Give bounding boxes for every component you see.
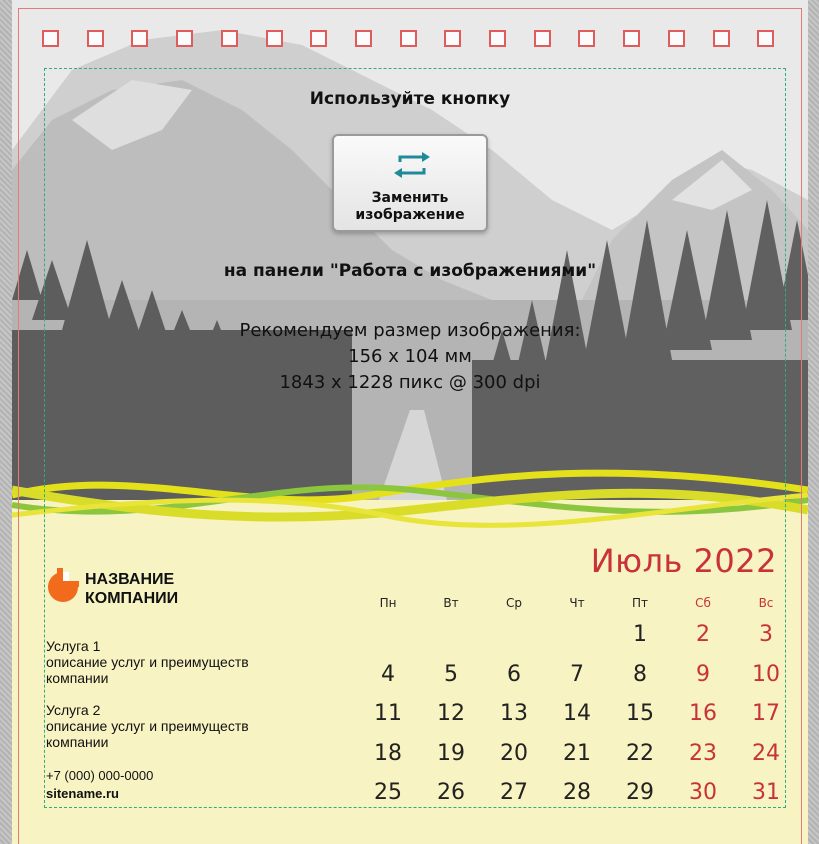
calendar-day: 28	[563, 780, 591, 805]
calendar-day: 5	[444, 661, 458, 687]
company-phone: +7 (000) 000-0000	[46, 768, 154, 783]
size-mm: 156 x 104 мм	[348, 346, 472, 367]
binding-hole	[400, 30, 417, 47]
instruction-use-button: Используйте кнопку	[309, 89, 511, 109]
company-name	[85, 570, 285, 608]
calendar-day: 18	[374, 740, 402, 766]
binding-holes	[42, 30, 782, 50]
calendar-week	[357, 735, 787, 775]
weekday-label: Пн	[379, 596, 397, 610]
service-2-desc2: компании	[46, 734, 109, 750]
binding-hole	[668, 30, 685, 47]
calendar-grid	[357, 592, 787, 814]
calendar-week	[357, 656, 787, 696]
calendar-day: 29	[626, 780, 654, 805]
calendar-day: 14	[563, 701, 591, 726]
service-1-title: Услуга 1	[46, 638, 101, 654]
replace-image-button[interactable]	[332, 134, 488, 232]
binding-hole	[355, 30, 372, 47]
binding-hole	[221, 30, 238, 47]
calendar-day: 1	[633, 622, 647, 647]
replace-image-label	[334, 190, 486, 224]
company-logo-icon	[47, 568, 79, 602]
calendar-day: 31	[752, 780, 780, 805]
binding-hole	[623, 30, 640, 47]
binding-hole	[87, 30, 104, 47]
recommend-text: Рекомендуем размер изображения:	[239, 320, 581, 341]
weekday-label: Ср	[506, 596, 522, 610]
calendar-day: 26	[437, 780, 465, 805]
month-title: Июль 2022	[590, 542, 777, 580]
binding-hole	[266, 30, 283, 47]
service-1	[46, 638, 326, 686]
replace-label-line2: изображение	[355, 207, 465, 223]
size-px: 1843 x 1228 пикс @ 300 dpi	[279, 372, 541, 393]
calendar-day: 11	[374, 701, 402, 726]
calendar-day: 9	[696, 661, 710, 687]
binding-hole	[578, 30, 595, 47]
calendar-day: 3	[759, 622, 773, 647]
weekday-header	[357, 592, 787, 616]
calendar-day: 10	[752, 661, 780, 687]
calendar-day: 24	[752, 740, 780, 766]
binding-hole	[757, 30, 774, 47]
calendar-day: 8	[633, 661, 647, 687]
refresh-arrows-icon	[392, 150, 432, 180]
calendar-day: 21	[563, 740, 591, 766]
calendar-day: 20	[500, 740, 528, 766]
binding-hole	[713, 30, 730, 47]
instruction-panel: на панели "Работа с изображениями"	[223, 261, 597, 281]
calendar-day: 2	[696, 622, 710, 647]
calendar-week	[357, 616, 787, 656]
weekday-label: Вт	[443, 596, 459, 610]
binding-hole	[131, 30, 148, 47]
calendar-day: 12	[437, 701, 465, 726]
weekday-label: Чт	[569, 596, 585, 610]
weekday-label: Вс	[758, 596, 774, 610]
binding-hole	[42, 30, 59, 47]
calendar-day: 27	[500, 780, 528, 805]
calendar-day: 7	[570, 661, 584, 687]
instruction-recommendation	[12, 318, 808, 396]
calendar-day: 15	[626, 701, 654, 726]
calendar-week	[357, 774, 787, 814]
replace-label-line1: Заменить	[371, 190, 449, 206]
weekday-label: Сб	[695, 596, 711, 610]
calendar-day: 30	[689, 780, 717, 805]
calendar-day: 19	[437, 740, 465, 766]
binding-hole	[489, 30, 506, 47]
binding-hole	[310, 30, 327, 47]
service-2-title: Услуга 2	[46, 702, 101, 718]
calendar-day: 16	[689, 701, 717, 726]
calendar-day: 13	[500, 701, 528, 726]
company-site: sitename.ru	[46, 786, 119, 801]
calendar-day: 17	[752, 701, 780, 726]
binding-hole	[444, 30, 461, 47]
service-2-desc1: описание услуг и преимуществ	[46, 718, 249, 734]
company-name-line2: КОМПАНИИ	[85, 590, 179, 607]
service-1-desc2: компании	[46, 670, 109, 686]
calendar-day: 6	[507, 661, 521, 687]
weekday-label: Пт	[631, 596, 648, 610]
company-name-line1: НАЗВАНИЕ	[85, 571, 175, 588]
calendar-week	[357, 695, 787, 735]
calendar-page	[12, 0, 808, 844]
calendar-day: 23	[689, 740, 717, 766]
calendar-day: 22	[626, 740, 654, 766]
binding-hole	[534, 30, 551, 47]
binding-hole	[176, 30, 193, 47]
calendar-day: 25	[374, 780, 402, 805]
calendar-day: 4	[381, 661, 395, 687]
service-2	[46, 702, 326, 750]
service-1-desc1: описание услуг и преимуществ	[46, 654, 249, 670]
